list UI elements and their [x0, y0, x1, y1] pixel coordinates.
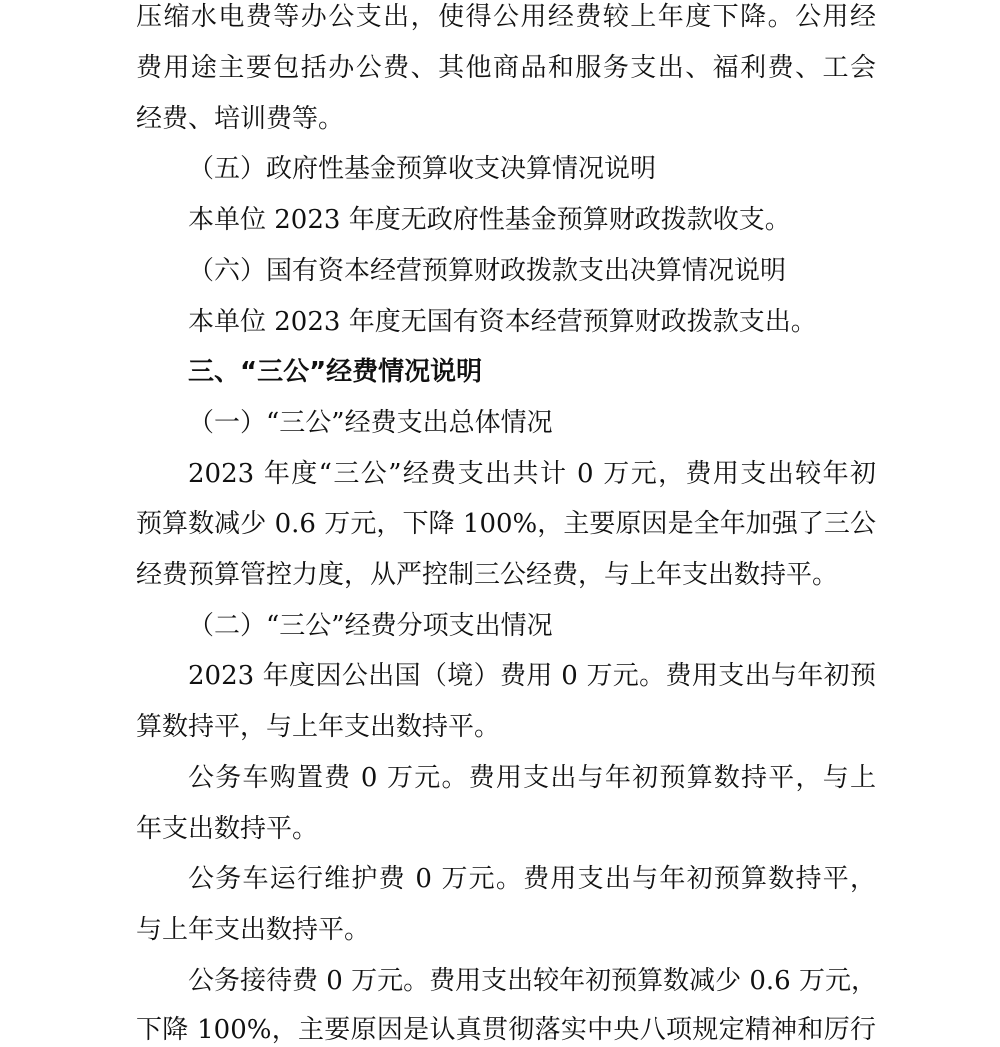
- paragraph-line: 公务接待费 0 万元。费用支出较年初预算数减少 0.6 万元，: [188, 966, 877, 996]
- section-heading-5: （五）政府性基金预算收支决算情况说明: [188, 154, 657, 184]
- chapter-heading-3: 三、“三公”经费情况说明: [188, 357, 483, 387]
- paragraph-line: 2023 年度因公出国（境）费用 0 万元。费用支出与年初预: [188, 661, 876, 691]
- paragraph-line: 年支出数持平。: [136, 814, 319, 844]
- paragraph-line: 压缩水电费等办公支出，使得公用经费较上年度下降。公用经: [136, 2, 876, 32]
- paragraph-line: 经费、培训费等。: [136, 104, 345, 134]
- paragraph-line: 费用途主要包括办公费、其他商品和服务支出、福利费、工会: [136, 53, 876, 83]
- paragraph-line: 经费预算管控力度，从严控制三公经费，与上年支出数持平。: [136, 560, 839, 590]
- paragraph-line: 2023 年度“三公”经费支出共计 0 万元，费用支出较年初: [188, 459, 876, 489]
- paragraph-line: 算数持平，与上年支出数持平。: [136, 712, 501, 742]
- section-heading-6: （六）国有资本经营预算财政拨款支出决算情况说明: [188, 256, 787, 286]
- paragraph-line: 公务车运行维护费 0 万元。费用支出与年初预算数持平，: [188, 864, 876, 894]
- paragraph-line: 与上年支出数持平。: [136, 915, 371, 945]
- paragraph-line: 公务车购置费 0 万元。费用支出与年初预算数持平，与上: [188, 763, 876, 793]
- paragraph-line: 预算数减少 0.6 万元，下降 100%，主要原因是全年加强了三公: [136, 509, 876, 539]
- section-heading-1: （一）“三公”经费支出总体情况: [188, 408, 553, 438]
- paragraph-line: 本单位 2023 年度无国有资本经营预算财政拨款支出。: [188, 307, 817, 337]
- paragraph-line: 下降 100%，主要原因是认真贯彻落实中央八项规定精神和厉行: [136, 1015, 876, 1045]
- section-heading-2: （二）“三公”经费分项支出情况: [188, 611, 553, 641]
- paragraph-line: 本单位 2023 年度无政府性基金预算财政拨款收支。: [188, 205, 791, 235]
